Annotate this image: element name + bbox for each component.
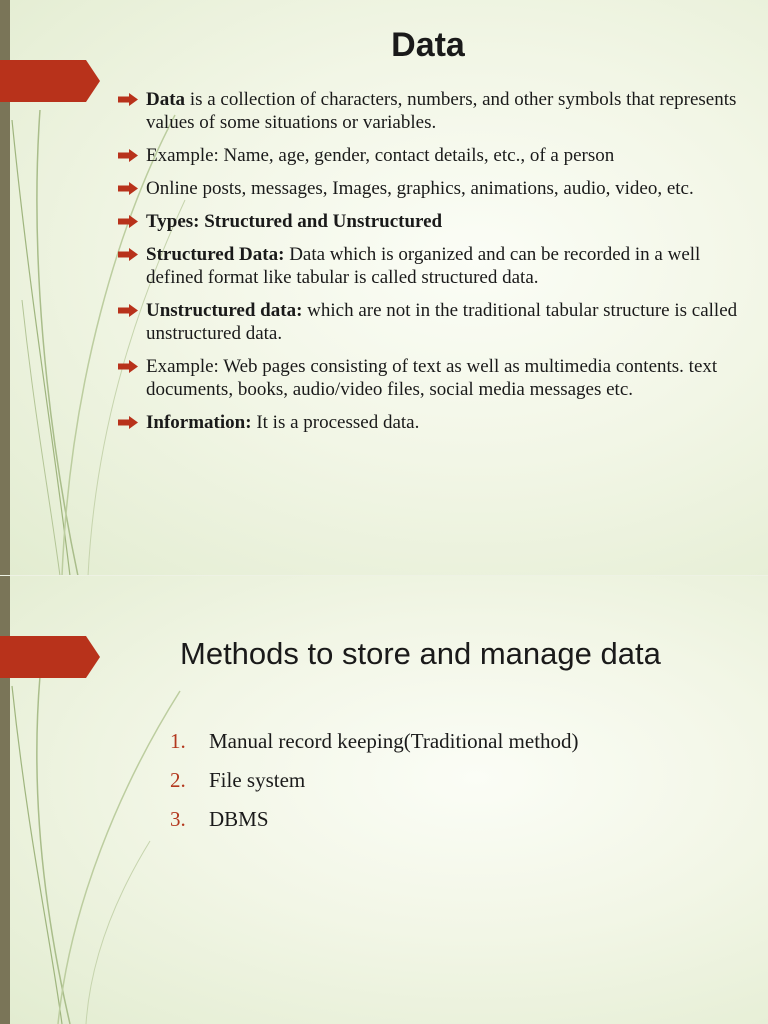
list-item: Data is a collection of characters, numbers, and other symbols that represents values of some situations or variables. (118, 88, 738, 134)
list-number: 3. (170, 807, 186, 831)
title-arrow-tab (0, 60, 100, 102)
right-arrow-icon (118, 360, 138, 373)
list-item-text: File system (209, 768, 306, 792)
right-arrow-icon (118, 93, 138, 106)
list-item-text: DBMS (209, 807, 269, 831)
list-item: Example: Web pages consisting of text as well as multimedia contents. text documents, books, audio/video files, social media messages etc. (118, 355, 738, 401)
right-arrow-icon (118, 182, 138, 195)
list-item: Unstructured data: which are not in the traditional tabular structure is called unstructured data. (118, 299, 738, 345)
right-arrow-icon (118, 416, 138, 429)
right-arrow-icon (118, 215, 138, 228)
right-arrow-icon (118, 304, 138, 317)
bullet-list (118, 88, 738, 444)
list-item (170, 806, 579, 832)
right-arrow-icon (118, 149, 138, 162)
list-item-text: Manual record keeping(Traditional method) (209, 729, 579, 753)
slide-title: Methods to store and manage data (180, 636, 661, 671)
list-item (170, 728, 579, 754)
list-item: Online posts, messages, Images, graphics, animations, audio, video, etc. (118, 177, 738, 200)
list-item: Structured Data: Data which is organized and can be recorded in a well defined format like tabular is called structured data. (118, 243, 738, 289)
title-arrow-tab (0, 636, 100, 678)
list-number: 1. (170, 729, 186, 753)
right-arrow-icon (118, 248, 138, 261)
slide-title: Data (391, 26, 465, 64)
list-item: Types: Structured and Unstructured (118, 210, 738, 233)
numbered-list (170, 728, 579, 845)
list-item: Information: It is a processed data. (118, 411, 738, 434)
slide-methods (0, 576, 768, 1024)
list-item: Example: Name, age, gender, contact details, etc., of a person (118, 144, 738, 167)
list-number: 2. (170, 768, 186, 792)
list-item (170, 767, 579, 793)
